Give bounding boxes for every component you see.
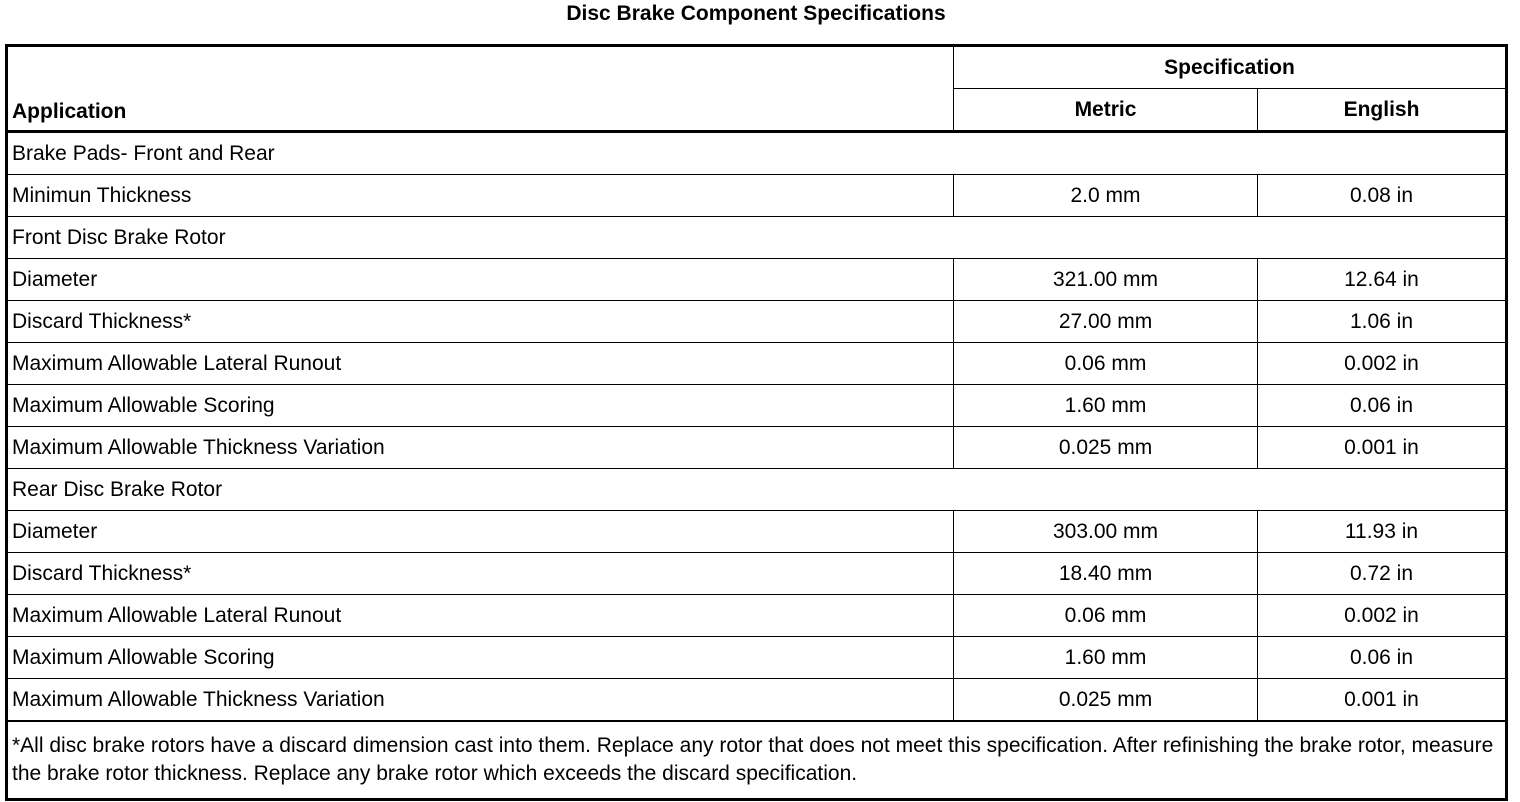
application-cell: Discard Thickness*	[7, 553, 954, 595]
application-cell: Diameter	[7, 511, 954, 553]
metric-cell: 0.06 mm	[954, 595, 1258, 637]
metric-cell: 0.06 mm	[954, 343, 1258, 385]
application-cell: Maximum Allowable Lateral Runout	[7, 343, 954, 385]
english-cell: 0.002 in	[1258, 343, 1507, 385]
english-cell: 1.06 in	[1258, 301, 1507, 343]
metric-cell: 1.60 mm	[954, 385, 1258, 427]
table-row	[7, 679, 1507, 722]
section-label: Rear Disc Brake Rotor	[7, 469, 1507, 511]
section-row	[7, 217, 1507, 259]
english-cell: 0.72 in	[1258, 553, 1507, 595]
table-row	[7, 427, 1507, 469]
application-cell: Discard Thickness*	[7, 301, 954, 343]
metric-cell: 18.40 mm	[954, 553, 1258, 595]
english-cell: 12.64 in	[1258, 259, 1507, 301]
application-cell: Maximum Allowable Thickness Variation	[7, 427, 954, 469]
table-row	[7, 301, 1507, 343]
header-specification: Specification	[954, 46, 1507, 89]
application-cell: Diameter	[7, 259, 954, 301]
metric-cell: 27.00 mm	[954, 301, 1258, 343]
metric-cell: 1.60 mm	[954, 637, 1258, 679]
table-row	[7, 637, 1507, 679]
section-row	[7, 469, 1507, 511]
metric-cell: 0.025 mm	[954, 679, 1258, 722]
footnote-row	[7, 721, 1507, 800]
header-english: English	[1258, 89, 1507, 132]
application-cell: Minimun Thickness	[7, 175, 954, 217]
english-cell: 11.93 in	[1258, 511, 1507, 553]
table-row	[7, 343, 1507, 385]
english-cell: 0.08 in	[1258, 175, 1507, 217]
section-label: Front Disc Brake Rotor	[7, 217, 1507, 259]
english-cell: 0.001 in	[1258, 679, 1507, 722]
application-cell: Maximum Allowable Thickness Variation	[7, 679, 954, 722]
english-cell: 0.06 in	[1258, 637, 1507, 679]
table-row	[7, 175, 1507, 217]
table-row	[7, 595, 1507, 637]
application-cell: Maximum Allowable Scoring	[7, 637, 954, 679]
section-label: Brake Pads- Front and Rear	[7, 132, 1507, 175]
header-metric: Metric	[954, 89, 1258, 132]
document-title: Disc Brake Component Specifications	[566, 2, 946, 25]
metric-cell: 321.00 mm	[954, 259, 1258, 301]
header-application: Application	[7, 46, 954, 132]
application-cell: Maximum Allowable Scoring	[7, 385, 954, 427]
metric-cell: 0.025 mm	[954, 427, 1258, 469]
metric-cell: 303.00 mm	[954, 511, 1258, 553]
footnote: *All disc brake rotors have a discard dimension cast into them. Replace any rotor that does not meet this specification. After refinishing the brake rotor, measure the brake rotor thickness. Replace any brake rotor which exceeds the discard specification.	[7, 721, 1507, 800]
english-cell: 0.002 in	[1258, 595, 1507, 637]
table-row	[7, 553, 1507, 595]
spec-table	[5, 44, 1508, 801]
application-cell: Maximum Allowable Lateral Runout	[7, 595, 954, 637]
section-row	[7, 132, 1507, 175]
table-row	[7, 385, 1507, 427]
table-row	[7, 259, 1507, 301]
table-row	[7, 511, 1507, 553]
english-cell: 0.001 in	[1258, 427, 1507, 469]
metric-cell: 2.0 mm	[954, 175, 1258, 217]
english-cell: 0.06 in	[1258, 385, 1507, 427]
